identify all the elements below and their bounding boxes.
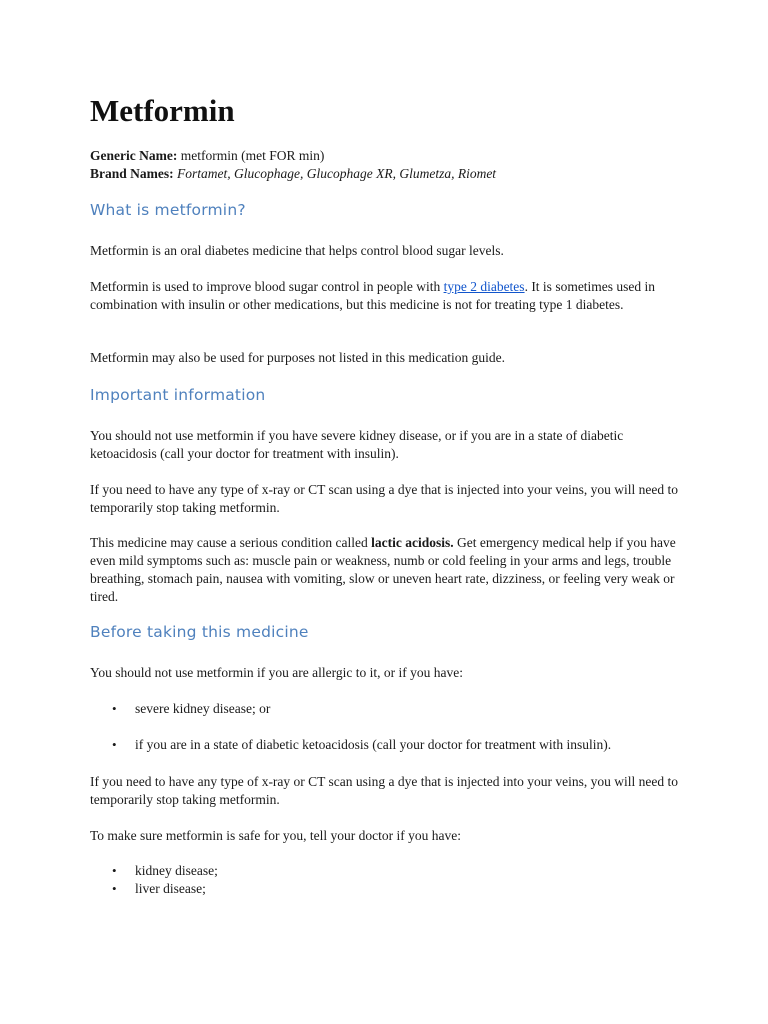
text: . It is sometimes used in combination with insulin or other medications, but this medicine is not for treating type 1 diabetes. xyxy=(90,279,656,312)
generic-name-line xyxy=(90,147,680,165)
generic-name-label: Generic Name: xyxy=(90,148,178,163)
document-title: Metformin xyxy=(90,93,235,128)
list-item-text: severe kidney disease; or xyxy=(135,701,271,716)
bullet-icon: • xyxy=(112,737,117,752)
paragraph xyxy=(90,278,682,314)
type-2-diabetes-link[interactable]: type 2 diabetes xyxy=(443,279,525,294)
list-item-text: kidney disease; xyxy=(135,863,218,878)
paragraph: If you need to have any type of x-ray or CT scan using a dye that is injected into your veins, you will need to temporarily stop taking metformin. xyxy=(90,482,678,515)
list-item xyxy=(90,736,682,754)
bullet-icon: • xyxy=(112,881,117,896)
paragraph: Metformin may also be used for purposes not listed in this medication guide. xyxy=(90,350,506,365)
paragraph: If you need to have any type of x-ray or CT scan using a dye that is injected into your veins, you will need to temporarily stop taking metformin. xyxy=(90,774,678,807)
paragraph: To make sure metformin is safe for you, tell your doctor if you have: xyxy=(90,828,461,843)
brand-names-label: Brand Names: xyxy=(90,166,174,181)
brand-names-value: Fortamet, Glucophage, Glucophage XR, Glumetza, Riomet xyxy=(173,166,497,181)
text: This medicine may cause a serious condition called xyxy=(90,535,372,550)
list-item xyxy=(90,880,682,898)
bullet-icon: • xyxy=(112,863,117,878)
lactic-acidosis-bold: lactic acidosis. xyxy=(371,535,454,550)
list-item-text: if you are in a state of diabetic ketoacidosis (call your doctor for treatment with insulin). xyxy=(135,737,612,752)
bullet-icon: • xyxy=(112,701,117,716)
heading-important-information: Important information xyxy=(90,386,266,404)
heading-before-taking: Before taking this medicine xyxy=(90,623,309,641)
list-item xyxy=(90,700,682,718)
brand-names-line xyxy=(90,165,680,183)
text: Metformin is used to improve blood sugar control in people with xyxy=(90,279,444,294)
list-item-text: liver disease; xyxy=(135,881,206,896)
paragraph xyxy=(90,534,682,606)
list-item xyxy=(90,862,682,880)
generic-name-value: metformin (met FOR min) xyxy=(177,148,325,163)
text: Get emergency medical help if you have even mild symptoms such as: muscle pain or weakness, numb or cold feeling in your arms and legs, trouble breathing, stomach pain, nausea with vomiting, slow or uneven heart rate, dizziness, or feeling very weak or tired. xyxy=(90,535,676,604)
conditions-list xyxy=(90,862,682,898)
paragraph: You should not use metformin if you have severe kidney disease, or if you are in a state of diabetic ketoacidosis (call your doctor for treatment with insulin). xyxy=(90,428,624,461)
contraindications-list xyxy=(90,700,682,754)
drug-names xyxy=(90,147,680,183)
paragraph: Metformin is an oral diabetes medicine that helps control blood sugar levels. xyxy=(90,243,504,258)
paragraph: You should not use metformin if you are allergic to it, or if you have: xyxy=(90,665,463,680)
heading-what-is: What is metformin? xyxy=(90,201,246,219)
